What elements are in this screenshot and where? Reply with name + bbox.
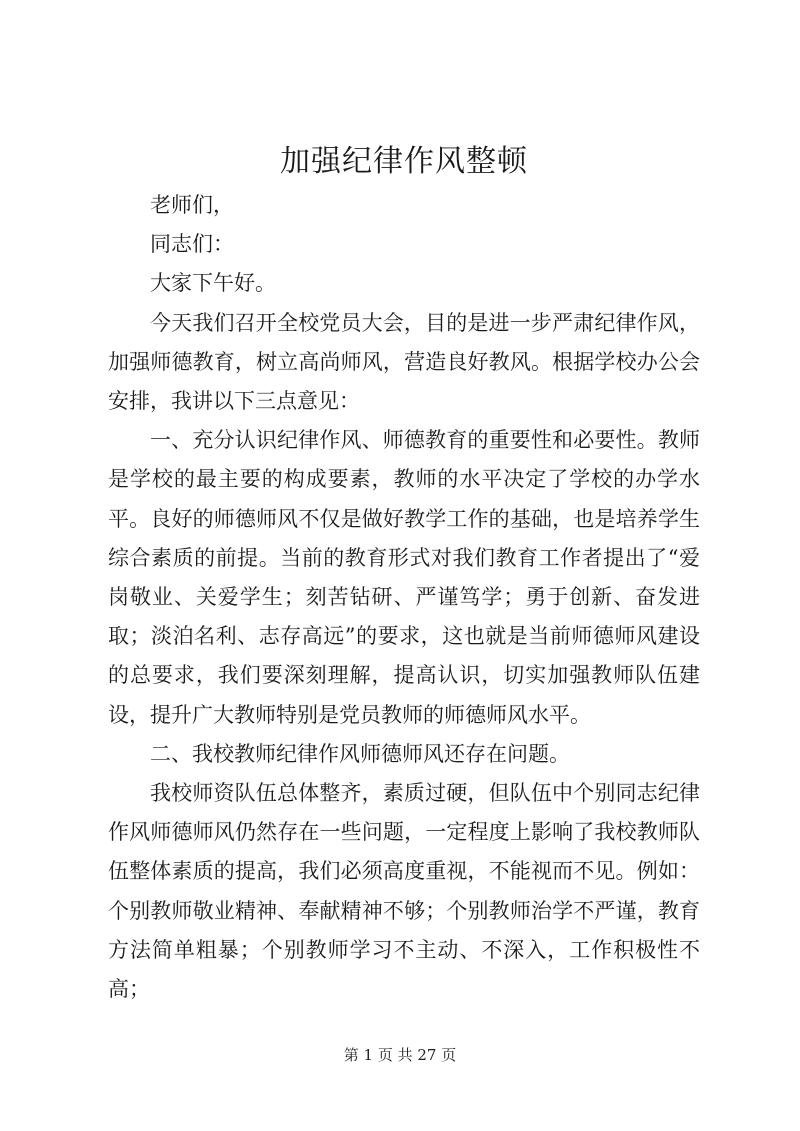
greeting-afternoon: 大家下午好。	[150, 271, 276, 296]
page-footer: 第 1 页 共 27 页	[343, 1046, 457, 1064]
greeting-teachers: 老师们，	[150, 193, 234, 217]
greeting-comrades: 同志们：	[150, 232, 234, 257]
point-one-paragraph: 一、充分认识纪律作风、师德教育的重要性和必要性。教师是学校的最主要的构成要素，教师的水平决定了学校的办学水平。良好的师德师风不仅是做好教学工作的基础，也是培养学生综合素质的前提。当前的教育形式对我们教育工作者提出了“爱岗敬业、关爱学生；刻苦钻研、严谨笃学；勇于创新、奋发进取；淡泊名利、志存高远”的要求，这也就是当前师德师风建设的总要求，我们要深刻理解，提高认识，切实加强教师队伍建设，提升广大教师特别是党员教师的师德师风水平。	[108, 428, 700, 727]
document-title: 加强纪律作风整顿	[280, 144, 528, 179]
intro-paragraph: 今天我们召开全校党员大会，目的是进一步严肃纪律作风，加强师德教育，树立高尚师风，营造良好教风。根据学校办公会安排，我讲以下三点意见：	[108, 310, 700, 414]
point-two-heading: 二、我校教师纪律作风师德师风还存在问题。	[150, 741, 570, 766]
document-body	[108, 186, 700, 1009]
point-two-paragraph: 我校师资队伍总体整齐，素质过硬，但队伍中个别同志纪律作风师德师风仍然存在一些问题，一定程度上影响了我校教师队伍整体素质的提高，我们必须高度重视，不能视而不见。例如：个别教师敬业精神、奉献精神不够；个别教师治学不严谨，教育方法简单粗暴；个别教师学习不主动、不深入，工作积极性不高；	[108, 781, 700, 1002]
